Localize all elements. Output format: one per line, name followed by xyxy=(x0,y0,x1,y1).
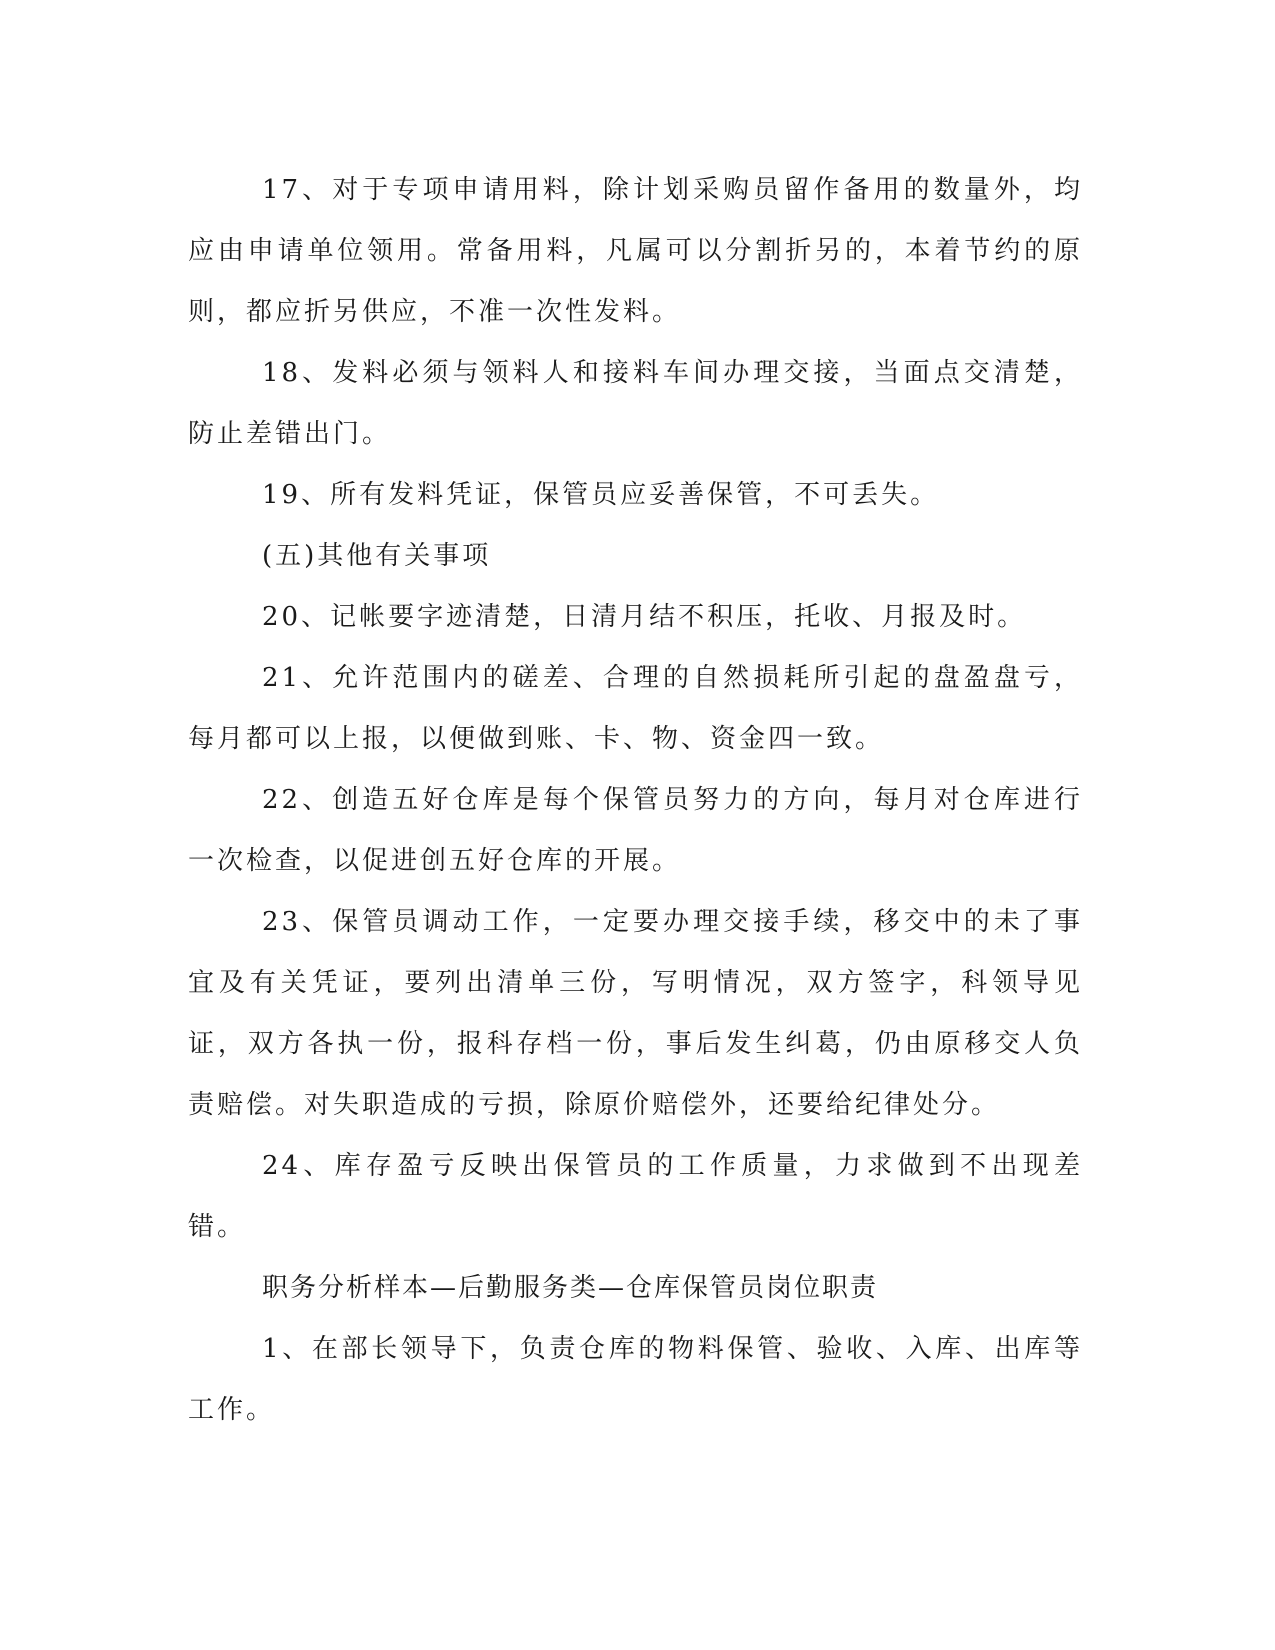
paragraph-item-24: 24、库存盈亏反映出保管员的工作质量，力求做到不出现差错。 xyxy=(188,1151,1083,1242)
paragraph-item-17: 17、对于专项申请用料，除计划采购员留作备用的数量外，均应由申请单位领用。常备用料，凡属可以分割折另的，本着节约的原则，都应折另供应，不准一次性发料。 xyxy=(188,175,1083,327)
paragraph-item-20: 20、记帐要字迹清楚，日清月结不积压，托收、月报及时。 xyxy=(262,602,1027,632)
paragraph-item-23: 23、保管员调动工作，一定要办理交接手续，移交中的未了事宜及有关凭证，要列出清单三份，写明情况，双方签字，科领导见证，双方各执一份，报科存档一份，事后发生纠葛，仍由原移交人负责赔偿。对失职造成的亏损，除原价赔偿外，还要给纪律处分。 xyxy=(188,907,1083,1120)
paragraph-item-22: 22、创造五好仓库是每个保管员努力的方向，每月对仓库进行一次检查，以促进创五好仓库的开展。 xyxy=(188,785,1083,876)
paragraph-item-19: 19、所有发料凭证，保管员应妥善保管，不可丢失。 xyxy=(262,480,940,510)
paragraph-item-21: 21、允许范围内的磋差、合理的自然损耗所引起的盘盈盘亏，每月都可以上报，以便做到账、卡、物、资金四一致。 xyxy=(188,663,1083,754)
section-heading-job-analysis: 职务分析样本—后勤服务类—仓库保管员岗位职责 xyxy=(262,1273,879,1303)
section-heading-other-matters: (五)其他有关事项 xyxy=(262,541,492,571)
paragraph-duty-1: 1、在部长领导下，负责仓库的物料保管、验收、入库、出库等工作。 xyxy=(188,1334,1083,1425)
paragraph-item-18: 18、发料必须与领料人和接料车间办理交接，当面点交清楚，防止差错出门。 xyxy=(188,358,1083,449)
body-text xyxy=(188,160,1083,1441)
